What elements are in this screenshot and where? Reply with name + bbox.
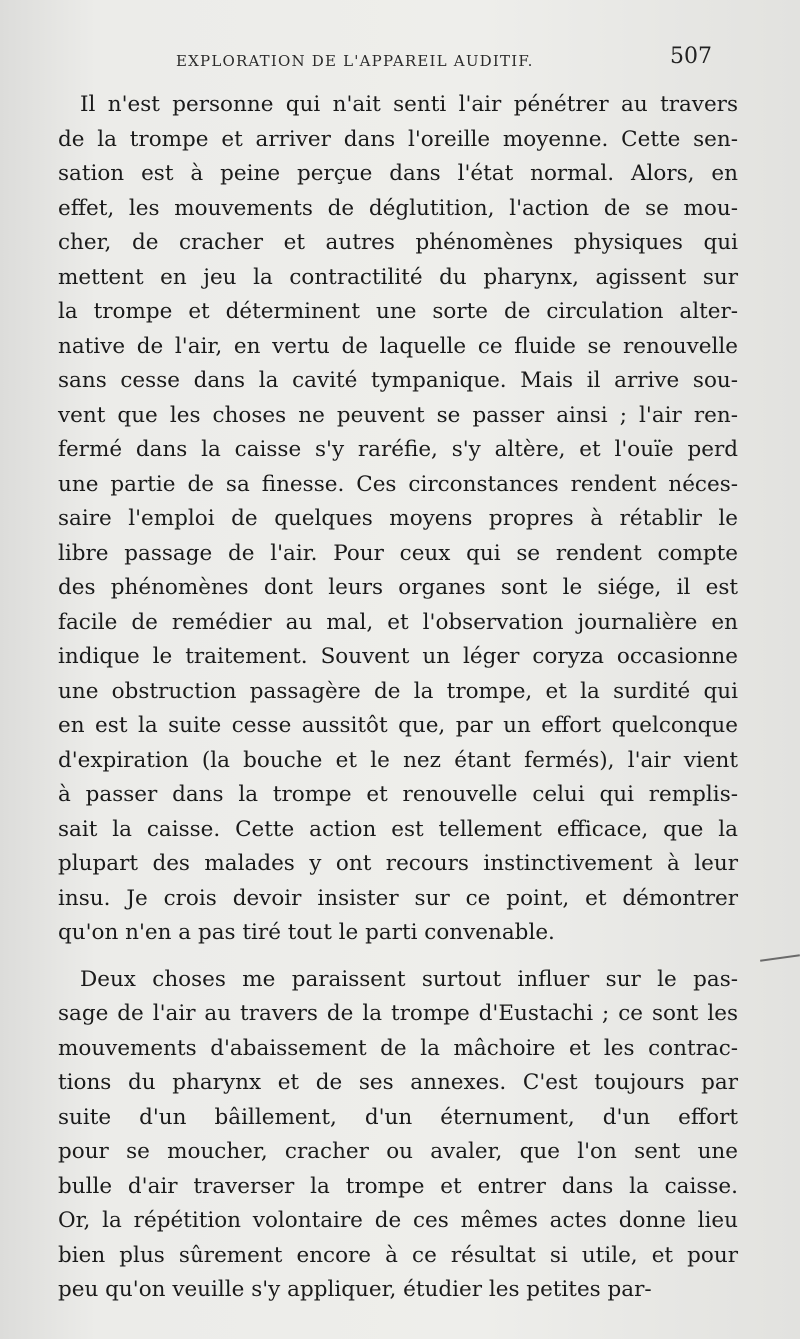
text-line: effet, les mouvements de déglutition, l'action de se mou-: [58, 195, 738, 221]
text-line: sans cesse dans la cavité tympanique. Mais il arrive sou-: [58, 368, 738, 393]
text-line: insu. Je crois devoir insister sur ce point, et démontrer: [58, 885, 738, 911]
text-line: saire l'emploi de quelques moyens propres à rétablir le: [58, 506, 738, 531]
text-line: à passer dans la trompe et renouvelle celui qui remplis-: [58, 782, 738, 807]
text-line: la trompe et déterminent une sorte de circulation alter-: [58, 299, 738, 324]
text-line: mouvements d'abaissement de la mâchoire et les contrac-: [58, 1035, 738, 1061]
text-line: peu qu'on veuille s'y appliquer, étudier les petites par-: [58, 1277, 652, 1302]
text-line: des phénomènes dont leurs organes sont le siége, il est: [58, 575, 738, 600]
body-text: [58, 88, 738, 1308]
text-line: libre passage de l'air. Pour ceux qui se rendent compte: [58, 540, 738, 566]
text-line: sation est à peine perçue dans l'état normal. Alors, en: [58, 161, 738, 186]
text-line: indique le traitement. Souvent un léger coryza occasionne: [58, 644, 738, 669]
text-line: une partie de sa finesse. Ces circonstances rendent néces-: [58, 471, 738, 497]
text-line: pour se moucher, cracher ou avaler, que l'on sent une: [58, 1139, 738, 1164]
running-title: EXPLORATION DE L'APPAREIL AUDITIF.: [176, 52, 534, 70]
paragraph-gap: [58, 951, 738, 963]
page-number: 507: [670, 44, 712, 69]
text-line: bien plus sûrement encore à ce résultat si utile, et pour: [58, 1242, 738, 1268]
text-line: qu'on n'en a pas tiré tout le parti convenable.: [58, 920, 555, 945]
text-line: sage de l'air au travers de la trompe d'Eustachi ; ce sont les: [58, 1001, 738, 1026]
text-line: une obstruction passagère de la trompe, et la surdité qui: [58, 678, 738, 704]
text-line: plupart des malades y ont recours instinctivement à leur: [58, 851, 738, 876]
text-line: Il n'est personne qui n'ait senti l'air pénétrer au travers: [80, 92, 738, 117]
text-line: cher, de cracher et autres phénomènes physiques qui: [58, 230, 738, 255]
text-line: de la trompe et arriver dans l'oreille moyenne. Cette sen-: [58, 126, 738, 152]
page-edge-mark: [760, 954, 800, 962]
text-line: facile de remédier au mal, et l'observation journalière en: [58, 609, 738, 635]
text-line: sait la caisse. Cette action est tellement efficace, que la: [58, 816, 738, 842]
paragraph: [58, 963, 738, 1308]
text-line: native de l'air, en vertu de laquelle ce fluide se renouvelle: [58, 333, 738, 359]
text-line: vent que les choses ne peuvent se passer ainsi ; l'air ren-: [58, 402, 738, 428]
text-line: tions du pharynx et de ses annexes. C'est toujours par: [58, 1070, 738, 1095]
text-line: Deux choses me paraissent surtout influer sur le pas-: [80, 966, 738, 992]
text-line: mettent en jeu la contractilité du pharynx, agissent sur: [58, 264, 738, 290]
text-line: fermé dans la caisse s'y raréfie, s'y altère, et l'ouïe perd: [58, 437, 738, 462]
running-head: [60, 44, 720, 78]
text-line: bulle d'air traverser la trompe et entrer dans la caisse.: [58, 1173, 738, 1199]
text-line: Or, la répétition volontaire de ces mêmes actes donne lieu: [58, 1208, 738, 1233]
text-line: en est la suite cesse aussitôt que, par un effort quelconque: [58, 713, 738, 738]
paragraph-container: [58, 88, 738, 1308]
paragraph: [58, 88, 738, 951]
text-line: d'expiration (la bouche et le nez étant fermés), l'air vient: [58, 747, 738, 773]
text-line: suite d'un bâillement, d'un éternument, d'un effort: [58, 1104, 738, 1130]
